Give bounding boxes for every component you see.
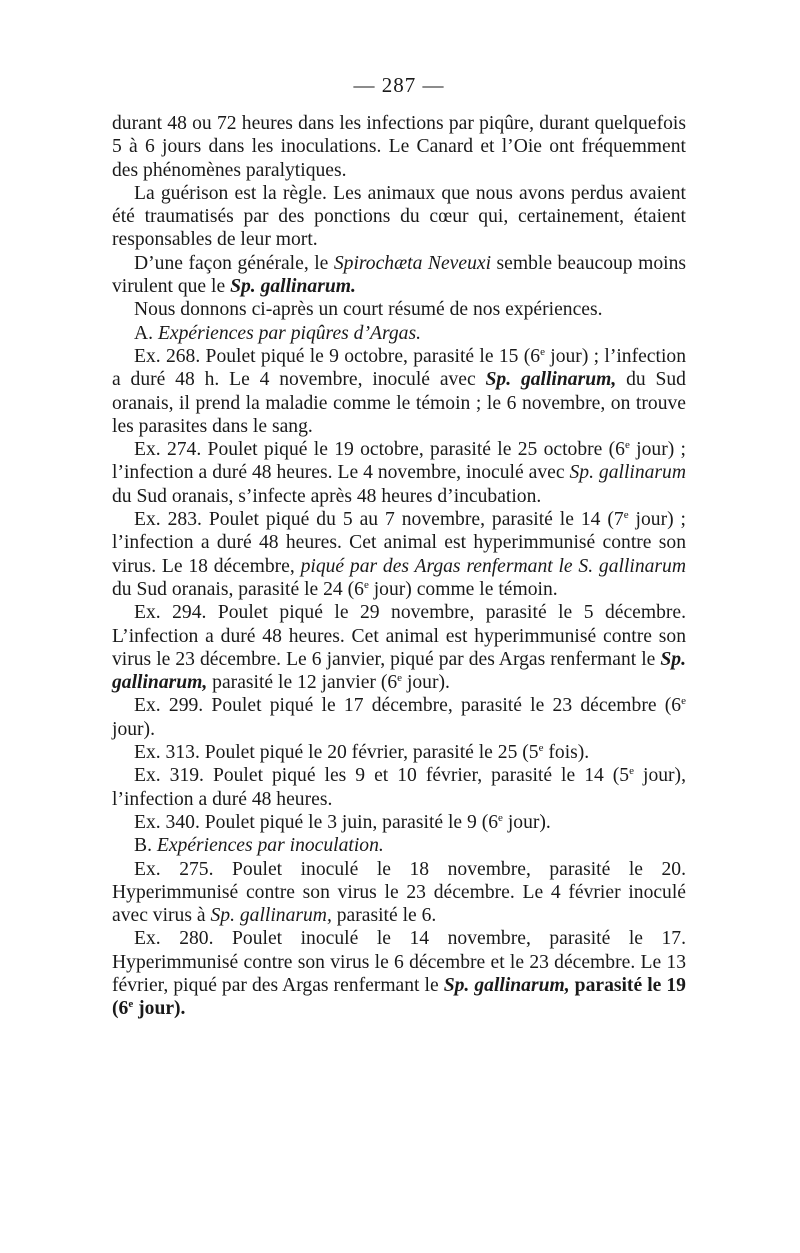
experiment-294 — [112, 601, 686, 694]
section-heading-b — [112, 834, 686, 857]
text-run: fois). — [543, 742, 590, 764]
text-run: parasité le 6. — [331, 905, 437, 927]
superscript: e — [629, 765, 634, 778]
species-name: Sp. gallinarum, — [443, 974, 570, 996]
body-text — [112, 112, 686, 1021]
text-run: du Sud oranais, il prend la maladie comme le témoin ; le 6 novembre, on trouve les parasites dans le sang. — [112, 369, 686, 437]
superscript: e — [623, 509, 629, 522]
text-run: jour). — [112, 718, 155, 740]
paragraph-recovery — [112, 182, 686, 252]
text-run: durant 48 ou 72 heures dans les infections par piqûre, durant quelquefois 5 à 6 jours dans les inoculations. Le Canard et l’Oie ont fréquemment des phénomènes paralytiques. — [112, 113, 686, 181]
species-name: Sp. gallinarum, — [485, 369, 617, 391]
superscript: e — [363, 578, 369, 591]
species-name: Sp. gallinarum, — [210, 905, 332, 927]
text-run: jour). — [133, 998, 186, 1020]
emphasized-text: piqué par des Argas renfermant le S. gallinarum — [300, 555, 687, 577]
section-letter: A. — [134, 322, 158, 344]
page-number: — 287 — — [353, 73, 445, 97]
text-run: jour) comme le témoin. — [368, 578, 558, 600]
text-run: Ex. 268. Poulet piqué le 9 octobre, parasité le 15 (6 — [134, 345, 541, 367]
text-run: parasité le 12 janvier (6 — [207, 672, 398, 694]
book-page — [112, 70, 686, 1021]
section-title: Expériences par piqûres d’Argas. — [157, 322, 421, 344]
text-run: Ex. 313. Poulet piqué le 20 février, parasité le 25 (5 — [134, 742, 539, 764]
text-run: du Sud oranais, parasité le 24 (6 — [112, 578, 364, 600]
species-name: Sp. gallinarum, — [112, 648, 686, 694]
experiment-274 — [112, 438, 686, 508]
superscript: e — [624, 439, 630, 452]
superscript: e — [681, 695, 686, 708]
experiment-280 — [112, 927, 686, 1020]
species-name: Spirochæta Neveuxi — [333, 252, 492, 274]
text-run: Ex. 283. Poulet piqué du 5 au 7 novembre, parasité le 14 (7 — [134, 509, 624, 531]
experiment-299 — [112, 694, 686, 741]
text-run: Ex. 299. Poulet piqué le 17 décembre, parasité le 23 décembre (6 — [134, 695, 682, 717]
experiment-340 — [112, 811, 686, 834]
section-heading-a — [112, 322, 686, 345]
text-run: Ex. 294. Poulet piqué le 29 novembre, parasité le 5 décembre. L’infection a duré 48 heures. Cet animal est hyperimmunisé contre son virus le 23 décembre. Le 6 janvier, piqué par des Argas renfermant le — [112, 602, 686, 670]
text-run: Ex. 274. Poulet piqué le 19 octobre, parasité le 25 octobre (6 — [134, 439, 625, 461]
superscript: e — [540, 345, 545, 358]
species-name: Sp. gallinarum. — [230, 276, 356, 298]
text-run: Ex. 280. Poulet inoculé le 14 novembre, parasité le 17. Hyperimmunisé contre son virus le 6 décembre et le 23 décembre. Le 13 février, piqué par des Argas renfermant le — [112, 928, 686, 996]
text-run: Ex. 319. Poulet piqué les 9 et 10 février, parasité le 14 (5 — [134, 765, 630, 787]
text-run: La guérison est la règle. Les animaux que nous avons perdus avaient été traumatisés par des ponctions du cœur qui, certainement, étaient responsables de leur mort. — [112, 182, 686, 251]
text-run: du Sud oranais, s’infecte après 48 heures d’incubation. — [112, 485, 542, 507]
text-run: Ex. 275. Poulet inoculé le 18 novembre, parasité le 20. Hyperimmunisé contre son virus le 23 décembre. Le 4 février inoculé avec virus à — [112, 858, 686, 927]
experiment-319 — [112, 764, 686, 811]
species-name: Sp. gallinarum — [569, 462, 686, 484]
text-run: jour) ; l’infection a duré 48 heures. Le 4 novembre, inoculé avec — [112, 439, 687, 484]
section-letter: B. — [134, 835, 157, 857]
text-run: Nous donnons ci-après un court résumé de nos expériences. — [134, 299, 603, 321]
superscript: e — [498, 811, 503, 824]
experiment-283 — [112, 508, 686, 601]
experiment-268 — [112, 345, 686, 438]
text-run: jour) ; l’infection a duré 48 h. Le 4 novembre, inoculé avec — [112, 345, 686, 391]
text-run: jour), l’infection a duré 48 heures. — [112, 765, 686, 810]
text-run: D’une façon générale, le — [134, 252, 334, 274]
text-run: jour) ; l’infection a duré 48 heures. Cet animal est hyperimmunisé contre son virus. Le 18 décembre, — [112, 509, 686, 577]
paragraph-duration — [112, 112, 686, 182]
text-run: jour). — [402, 672, 450, 694]
paragraph-virulence — [112, 252, 686, 299]
superscript: e — [538, 742, 544, 755]
section-title: Expériences par inoculation. — [156, 835, 384, 857]
superscript: e — [397, 672, 403, 685]
text-run: Ex. 340. Poulet piqué le 3 juin, parasité le 9 (6 — [134, 811, 499, 833]
paragraph-summary-intro — [112, 298, 686, 321]
text-run: semble beaucoup moins virulent que le — [112, 252, 686, 298]
superscript: e — [128, 998, 134, 1011]
experiment-275 — [112, 858, 686, 928]
text-run: parasité le 19 (6 — [112, 974, 686, 1020]
text-run: jour). — [502, 811, 551, 833]
experiment-313 — [112, 741, 686, 764]
